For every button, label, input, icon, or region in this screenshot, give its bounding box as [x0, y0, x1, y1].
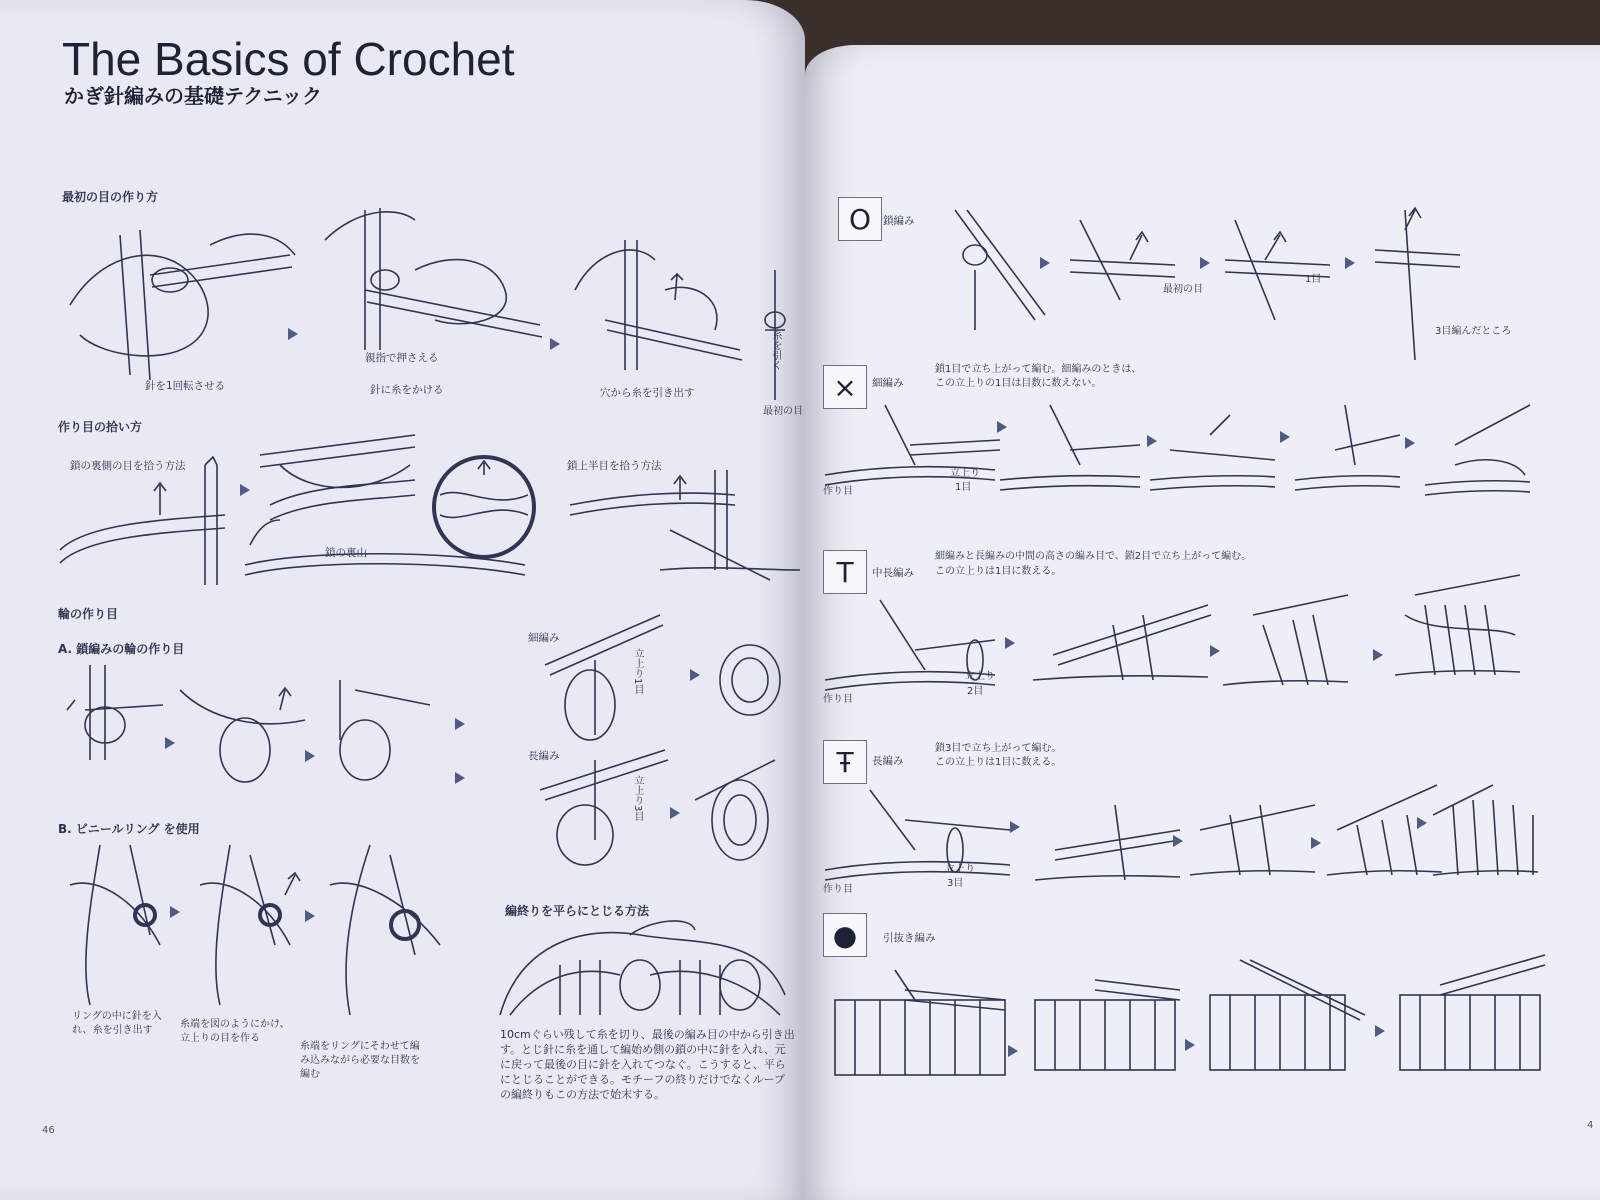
dc-desc-2: この立上りは1目に数える。: [935, 757, 1062, 768]
dc-caption-3: 3目: [947, 878, 964, 889]
section-finish-heading: 編終りを平らにとじる方法: [505, 904, 650, 918]
sc-desc-1: 鎖1目で立ち上がって編む。細編みのときは、: [935, 364, 1142, 375]
step-arrow-icon: [1008, 1045, 1018, 1057]
hdc-caption-foundation: 作り目: [823, 694, 853, 705]
step-arrow-icon: [1005, 637, 1015, 649]
sc-step-4-illustration: [1295, 405, 1405, 495]
ring-step-3-illustration: [320, 680, 440, 790]
caption-first-stitch: 最初の目: [763, 406, 803, 417]
chain-step-1-illustration: [935, 210, 1045, 330]
ring-step-2-illustration: [180, 680, 310, 790]
caption-pull-through: 穴から糸を引き出す: [600, 387, 695, 399]
step-arrow-icon: [1405, 437, 1415, 449]
caption-press-thumb: 親指で押さえる: [365, 352, 439, 364]
motif-finish-illustration: [500, 915, 790, 1020]
step-arrow-icon: [1280, 431, 1290, 443]
finish-instructions: 10cmぐらい残して糸を切り、最後の編み目の中から引き出す。とじ針に糸を通して編始め側の鎖の中に針を入れ、元に戻って最後の目に針を入れてつなぐ。こうすると、平らにとじることができる。モチーフの終りだけでなくループの編終りもこの方法で始末する。: [500, 1028, 795, 1101]
label-turning-3: 立上り3目: [632, 775, 643, 822]
step-arrow-icon: [670, 807, 680, 819]
hand-hook-illustration-2: [305, 200, 545, 360]
hdc-step-4-illustration: [1395, 575, 1525, 685]
caption-pull-yarn: 糸を引く: [770, 330, 781, 370]
sc-step-2-illustration: [1000, 405, 1145, 495]
step-arrow-icon: [170, 906, 180, 918]
step-arrow-icon: [1375, 1025, 1385, 1037]
label-chain-back-ridge: 鎖の裏山: [325, 547, 367, 559]
step-arrow-icon: [1200, 257, 1210, 269]
chain-caption-3: 3目編んだところ: [1435, 326, 1512, 337]
subsection-chain-ring: A. 鎖編みの輪の作り目: [58, 642, 185, 656]
step-arrow-icon: [305, 910, 315, 922]
hdc-desc-1: 細編みと長編みの中間の高さの編み目で、鎖2目で立ち上がって編む。: [935, 551, 1252, 562]
label-top-half: 鎖上半目を拾う方法: [567, 460, 662, 472]
dc-step-4-illustration: [1327, 785, 1447, 885]
ring-step-1-illustration: [65, 665, 165, 765]
symbol-half-double-crochet: T: [823, 550, 867, 594]
slip-step-1-illustration: [835, 970, 1005, 1075]
chain-caption-1: 1目: [1305, 274, 1322, 285]
step-arrow-icon: [1373, 649, 1383, 661]
chain-pickup-illustration-2: [250, 425, 420, 555]
step-arrow-icon: [455, 718, 465, 730]
step-arrow-icon: [1040, 257, 1050, 269]
hdc-caption-turning: 立上り: [965, 671, 995, 682]
step-arrow-icon: [1185, 1039, 1195, 1051]
right-page: [805, 45, 1600, 1200]
stitch-name-single-crochet: 細編み: [872, 377, 904, 389]
ring-sc-result-illustration: [715, 630, 785, 720]
dc-caption-foundation: 作り目: [823, 884, 853, 895]
stitch-name-chain: 鎖編み: [883, 215, 915, 227]
ring-dc-result-illustration: [695, 760, 785, 870]
chain-caption-first: 最初の目: [1163, 284, 1203, 295]
section-pickup-heading: 作り目の拾い方: [58, 420, 143, 434]
hdc-desc-2: この立上りは1目に数える。: [935, 566, 1062, 577]
section-ring-heading: 輪の作り目: [58, 607, 119, 621]
step-arrow-icon: [1173, 835, 1183, 847]
slip-step-2-illustration: [1035, 980, 1180, 1070]
label-back-bump: 鎖の裏側の目を拾う方法: [70, 460, 186, 472]
page-title: The Basics of Crochet: [62, 33, 515, 85]
step-arrow-icon: [1345, 257, 1355, 269]
dc-step-2-illustration: [1035, 795, 1185, 890]
hdc-step-2-illustration: [1033, 595, 1213, 690]
step-arrow-icon: [240, 484, 250, 496]
stitch-name-slip: 引抜き編み: [883, 932, 936, 944]
chain-pickup-illustration-3: [560, 470, 800, 590]
slip-step-4-illustration: [1400, 955, 1550, 1070]
dc-step-5-illustration: [1433, 785, 1543, 885]
hdc-caption-2: 2目: [967, 686, 984, 697]
dc-desc-1: 鎖3目で立ち上がって編む。: [935, 743, 1062, 754]
hand-hook-illustration-3: [565, 230, 745, 380]
symbol-chain: O: [838, 197, 882, 241]
step-arrow-icon: [690, 669, 700, 681]
sc-step-5-illustration: [1425, 405, 1535, 505]
caption-yarn-over: 針に糸をかける: [370, 384, 444, 396]
symbol-single-crochet: ×: [823, 365, 867, 409]
step-arrow-icon: [1417, 817, 1427, 829]
hand-hook-illustration-1: [60, 215, 300, 385]
symbol-slip-stitch: ●: [823, 913, 867, 957]
sc-desc-2: この立上りの1目は目数に数えない。: [935, 378, 1102, 389]
vinyl-ring-step-1-illustration: [60, 845, 170, 1005]
ring-dc-illustration: [540, 730, 670, 870]
section-first-stitch-heading: 最初の目の作り方: [62, 190, 159, 204]
vinyl-ring-step-3-illustration: [320, 845, 450, 1015]
stitch-name-hdc: 中長編み: [872, 567, 914, 579]
step-arrow-icon: [455, 772, 465, 784]
sc-caption-turning: 立上り: [950, 468, 980, 479]
chain-row-illustration: [245, 545, 530, 585]
caption-vinyl-3: 糸端をリングにそわせて編み込みながら必要な目数を編む: [300, 1041, 420, 1080]
sc-step-3-illustration: [1150, 405, 1280, 495]
sc-caption-1: 1目: [955, 482, 972, 493]
step-arrow-icon: [1210, 645, 1220, 657]
sc-caption-foundation: 作り目: [823, 486, 853, 497]
stitch-name-dc: 長編み: [872, 755, 904, 767]
label-turning-1: 立上り1目: [632, 648, 643, 695]
hdc-step-3-illustration: [1223, 595, 1353, 695]
page-subtitle: かぎ針編みの基礎テクニック: [64, 84, 322, 108]
dc-caption-turning: 立上り: [945, 864, 975, 875]
label-single-crochet: 細編み: [528, 632, 560, 644]
step-arrow-icon: [550, 338, 560, 350]
subsection-vinyl-ring: B. ビニールリング を使用: [58, 822, 200, 836]
label-double-crochet: 長編み: [528, 750, 560, 762]
caption-rotate-hook: 針を1回転させる: [145, 380, 226, 392]
dc-step-1-illustration: [825, 790, 1015, 890]
caption-vinyl-1: リングの中に針を入れ、糸を引き出す: [72, 1011, 162, 1036]
symbol-double-crochet: Ŧ: [823, 740, 867, 784]
page-number-right: 4: [1587, 1120, 1594, 1131]
vinyl-ring-step-2-illustration: [190, 845, 300, 1005]
step-arrow-icon: [165, 737, 175, 749]
step-arrow-icon: [1311, 837, 1321, 849]
step-arrow-icon: [288, 328, 298, 340]
caption-vinyl-2: 糸端を図のようにかけ、立上りの目を作る: [180, 1019, 290, 1044]
step-arrow-icon: [1010, 821, 1020, 833]
chain-pickup-illustration-1: [55, 455, 235, 590]
dc-step-3-illustration: [1190, 785, 1320, 885]
page-number-left: 46: [42, 1125, 55, 1136]
slip-step-3-illustration: [1210, 960, 1370, 1070]
step-arrow-icon: [305, 750, 315, 762]
